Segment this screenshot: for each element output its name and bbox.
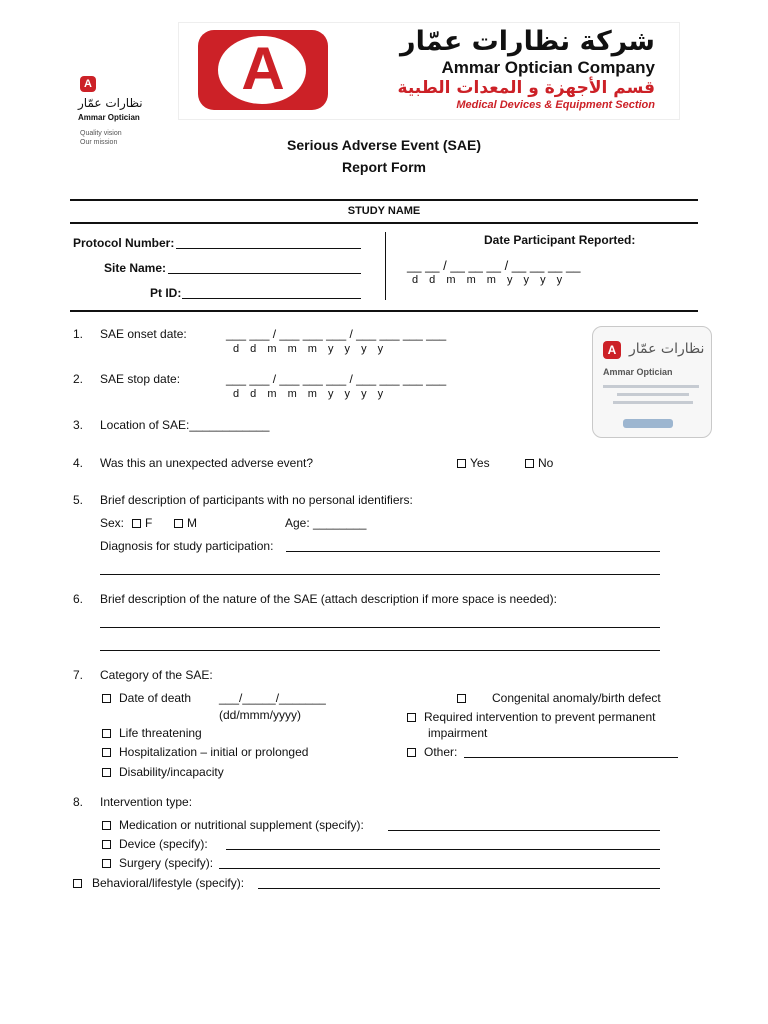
medication-option[interactable]: Medication or nutritional supplement (specify): <box>102 818 364 832</box>
divider-bottom <box>70 310 698 312</box>
stamp-arabic-text: نظارات عمّار <box>629 341 705 357</box>
checkbox-icon[interactable] <box>102 729 111 738</box>
other-option[interactable]: Other: <box>407 745 457 759</box>
age-field[interactable]: Age: ________ <box>285 516 367 530</box>
banner-arabic-section: قسم الأجهزة و المعدات الطبية <box>397 78 655 98</box>
checkbox-icon[interactable] <box>102 840 111 849</box>
q8-number: 8. <box>73 795 84 809</box>
logo-tagline-1: Quality vision <box>80 130 122 137</box>
q1-number: 1. <box>73 327 84 341</box>
logo-arabic-text: نظارات عمّار <box>78 96 143 110</box>
banner-english-name: Ammar Optician Company <box>441 58 655 77</box>
checkbox-icon[interactable] <box>457 694 466 703</box>
checkbox-icon[interactable] <box>525 459 534 468</box>
required-intervention-option[interactable]: Required intervention to prevent permanent <box>407 710 655 724</box>
sae-nature-field-line-2[interactable] <box>100 638 660 651</box>
form-subtitle: Report Form <box>342 159 426 175</box>
date-reported-field[interactable]: __ __ / __ __ __ / __ __ __ __ <box>407 258 581 273</box>
q2-number: 2. <box>73 372 84 386</box>
sex-f-option[interactable]: F <box>132 516 152 530</box>
diagnosis-field[interactable] <box>286 539 660 552</box>
checkbox-icon[interactable] <box>102 748 111 757</box>
pt-id-label: Pt ID: <box>150 286 182 300</box>
banner-logo-icon: A <box>198 30 328 110</box>
sex-label: Sex: <box>100 516 125 530</box>
behavioral-field[interactable] <box>258 876 660 889</box>
date-reported-format: d d m m m y y y y <box>412 274 564 286</box>
q1-date-format: d d m m m y y y y <box>233 343 385 355</box>
device-option[interactable]: Device (specify): <box>102 837 208 851</box>
other-field[interactable] <box>464 745 678 758</box>
date-of-death-option[interactable]: Date of death <box>102 691 191 705</box>
checkbox-icon[interactable] <box>102 859 111 868</box>
q4-yes-option[interactable]: Yes <box>457 456 490 470</box>
sae-stop-date-field[interactable]: ___ ___ / ___ ___ ___ / ___ ___ ___ ___ <box>226 372 447 386</box>
q4-label: Was this an unexpected adverse event? <box>100 456 314 470</box>
company-stamp <box>592 326 712 438</box>
q5-number: 5. <box>73 493 84 507</box>
checkbox-icon[interactable] <box>102 821 111 830</box>
checkbox-icon[interactable] <box>174 519 183 528</box>
q1-label: SAE onset date: <box>100 327 187 341</box>
sae-onset-date-field[interactable]: ___ ___ / ___ ___ ___ / ___ ___ ___ ___ <box>226 327 447 341</box>
pt-id-field[interactable] <box>182 286 361 299</box>
q4-no-option[interactable]: No <box>525 456 553 470</box>
q7-label: Category of the SAE: <box>100 668 213 682</box>
sae-nature-field-line-1[interactable] <box>100 615 660 628</box>
date-reported-label: Date Participant Reported: <box>484 233 636 247</box>
date-of-death-format: (dd/mmm/yyyy) <box>219 708 301 722</box>
stamp-english-text: Ammar Optician <box>603 367 673 377</box>
q3-number: 3. <box>73 418 84 432</box>
logo-mark-icon: A <box>80 76 96 92</box>
q4-number: 4. <box>73 456 84 470</box>
stamp-seal-icon <box>623 419 673 428</box>
site-name-label: Site Name: <box>104 261 167 275</box>
protocol-number-field[interactable] <box>176 236 361 249</box>
disability-option[interactable]: Disability/incapacity <box>102 765 224 779</box>
checkbox-icon[interactable] <box>102 694 111 703</box>
divider-study <box>70 222 698 224</box>
form-title: Serious Adverse Event (SAE) <box>287 137 481 153</box>
sex-m-option[interactable]: M <box>174 516 197 530</box>
checkbox-icon[interactable] <box>407 713 416 722</box>
hospitalization-option[interactable]: Hospitalization – initial or prolonged <box>102 745 308 759</box>
stamp-logo-icon: A <box>603 341 621 359</box>
q5-label: Brief description of participants with no personal identifiers: <box>100 493 413 507</box>
checkbox-icon[interactable] <box>407 748 416 757</box>
site-name-field[interactable] <box>168 261 361 274</box>
checkbox-icon[interactable] <box>73 879 82 888</box>
logo-tagline-2: Our mission <box>80 139 118 146</box>
q6-label: Brief description of the nature of the SAE (attach description if more space is needed): <box>100 592 557 606</box>
surgery-option[interactable]: Surgery (specify): <box>102 856 213 870</box>
q2-date-format: d d m m m y y y y <box>233 388 385 400</box>
device-field[interactable] <box>226 837 660 850</box>
diagnosis-label: Diagnosis for study participation: <box>100 539 274 553</box>
checkbox-icon[interactable] <box>102 768 111 777</box>
checkbox-icon[interactable] <box>132 519 141 528</box>
q6-number: 6. <box>73 592 84 606</box>
behavioral-option[interactable]: Behavioral/lifestyle (specify): <box>73 876 244 890</box>
date-of-death-field[interactable]: ___/_____/_______ <box>219 691 326 705</box>
divider-top <box>70 199 698 201</box>
life-threatening-option[interactable]: Life threatening <box>102 726 202 740</box>
diagnosis-field-line-2[interactable] <box>100 562 660 575</box>
protocol-number-label: Protocol Number: <box>73 236 175 250</box>
study-vertical-divider <box>385 232 386 300</box>
surgery-field[interactable] <box>219 856 660 869</box>
checkbox-icon[interactable] <box>457 459 466 468</box>
congenital-anomaly-option[interactable]: Congenital anomaly/birth defect <box>457 691 661 705</box>
medication-field[interactable] <box>388 818 660 831</box>
banner-arabic-name: شركة نظارات عمّار <box>400 26 655 57</box>
required-intervention-line-2: impairment <box>428 726 488 740</box>
location-of-sae-field[interactable]: Location of SAE:____________ <box>100 418 270 432</box>
q8-label: Intervention type: <box>100 795 193 809</box>
q7-number: 7. <box>73 668 84 682</box>
study-name-heading: STUDY NAME <box>347 205 421 217</box>
logo-english-text: Ammar Optician <box>78 113 140 122</box>
q2-label: SAE stop date: <box>100 372 181 386</box>
banner-section-text: Medical Devices & Equipment Section <box>456 99 655 111</box>
